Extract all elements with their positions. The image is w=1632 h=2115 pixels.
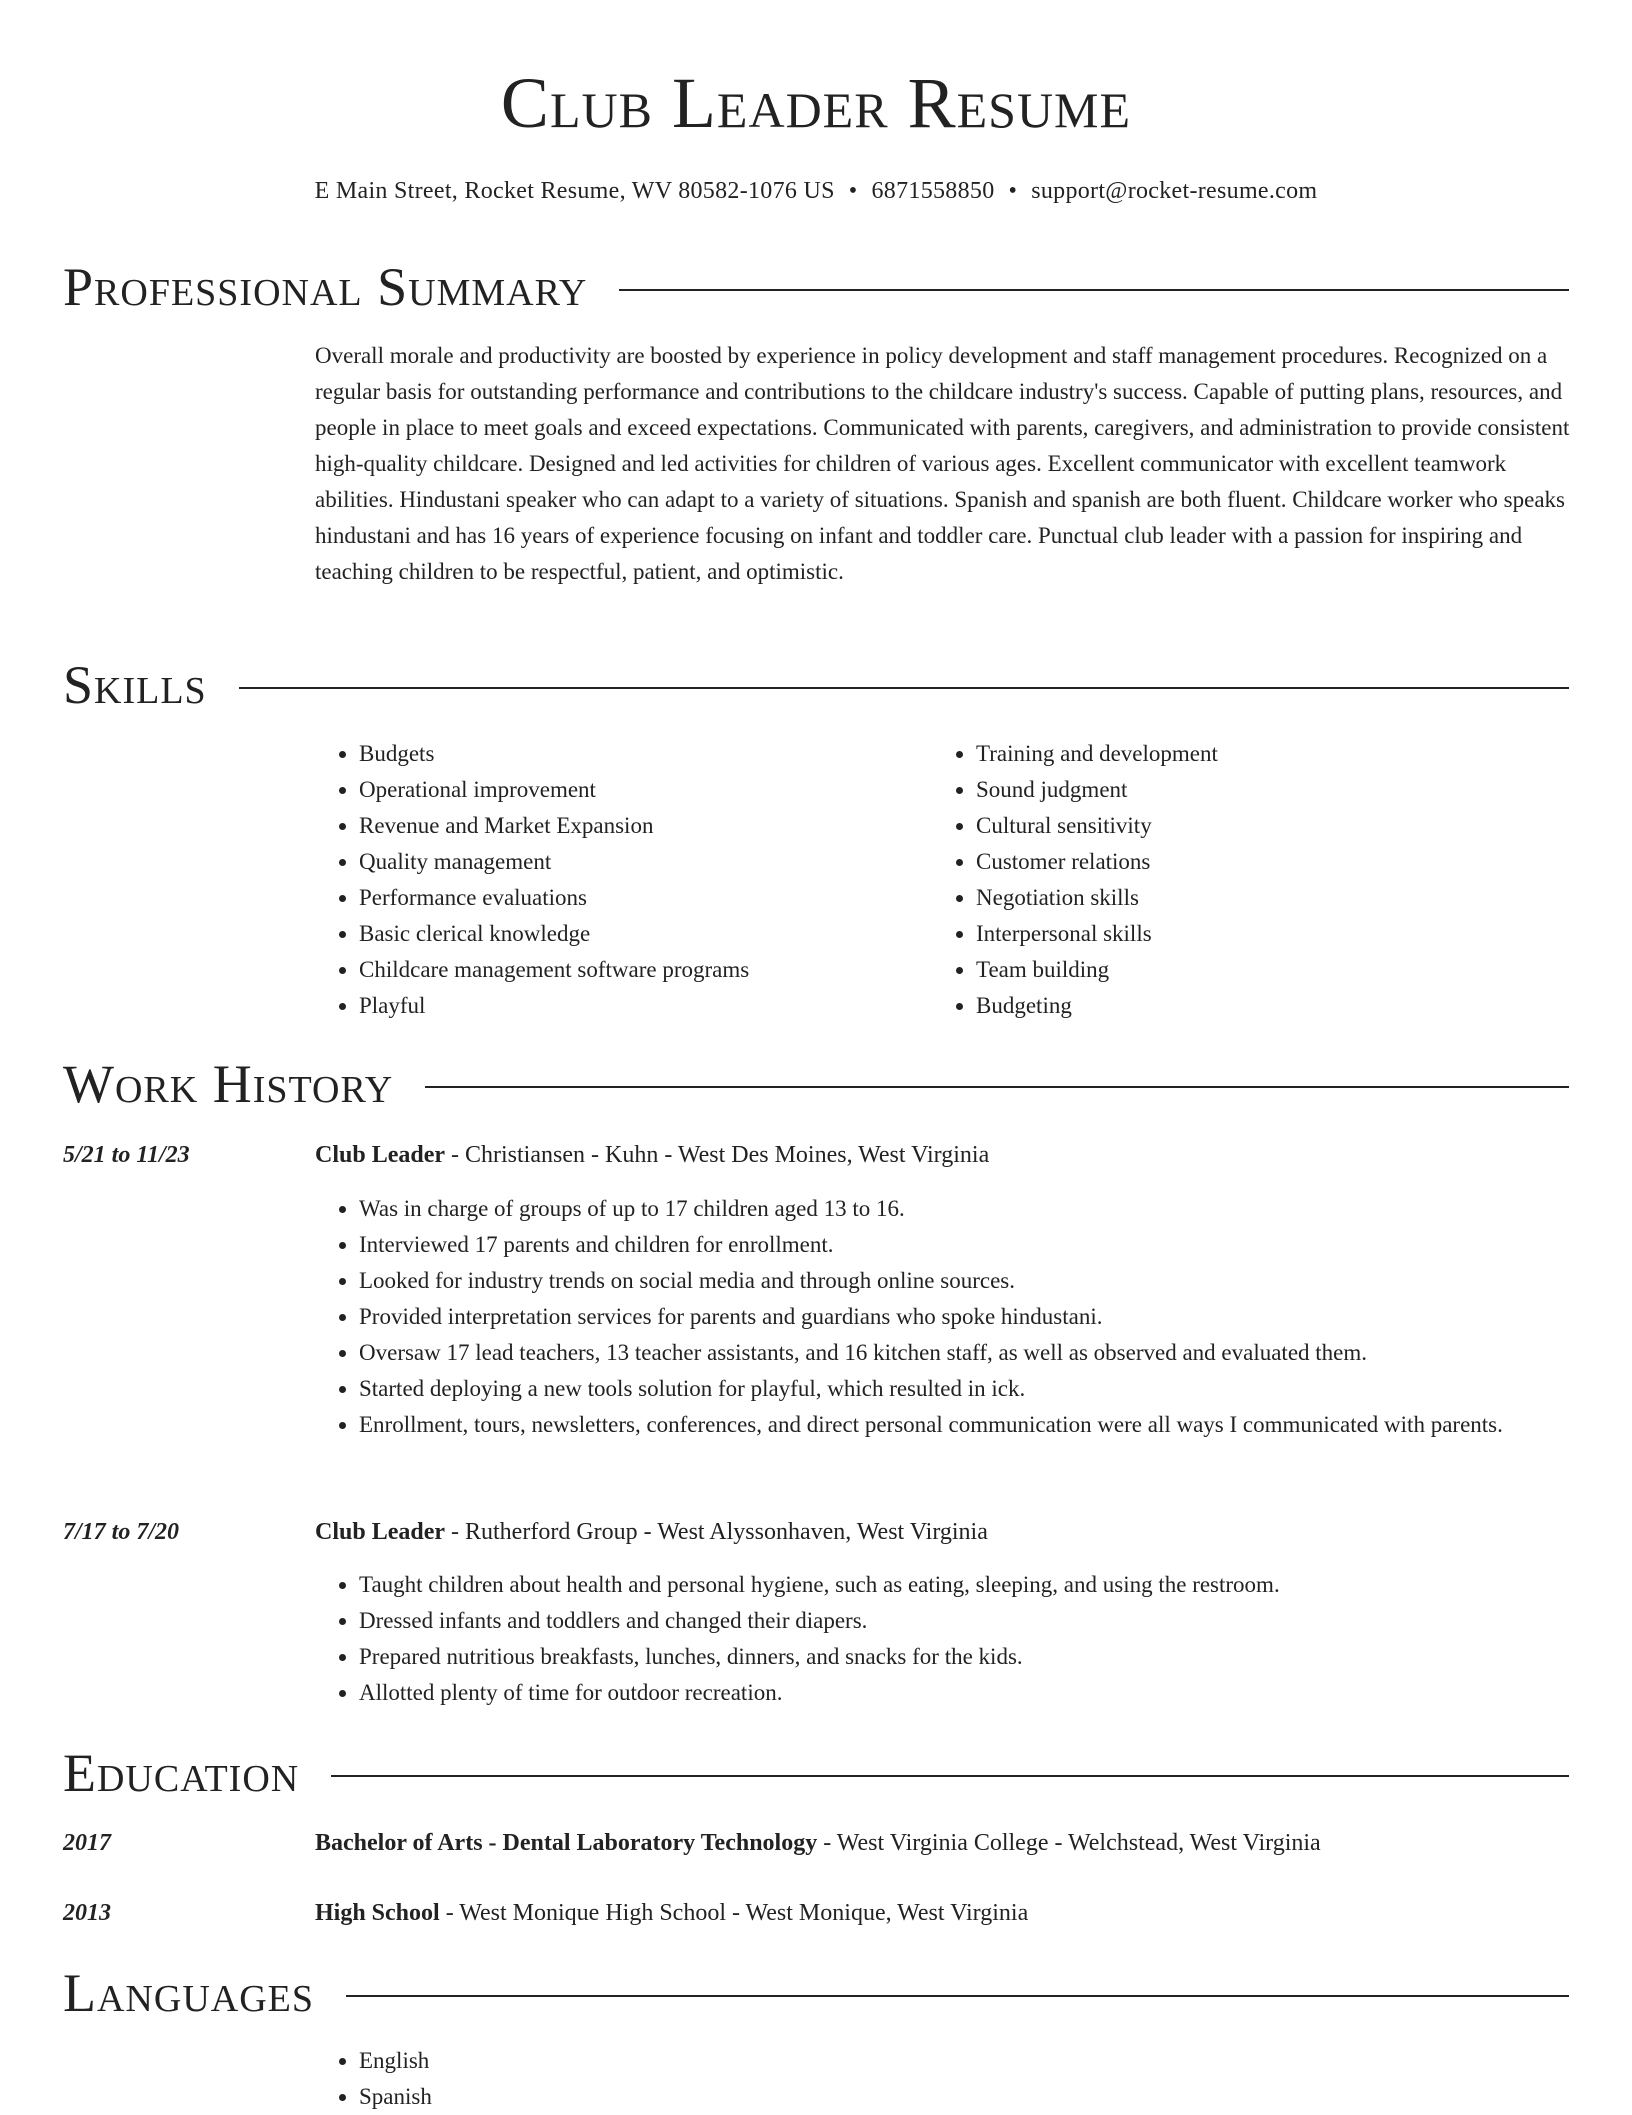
job-employer: - Rutherford Group - West Alyssonhaven, West Virginia (445, 1519, 988, 1545)
job-bullet: • Prepared nutritious breakfasts, lunches, dinners, and snacks for the kids. (359, 1639, 1570, 1675)
skill-item: • Performance evaluations (359, 880, 915, 916)
skill-item: • Revenue and Market Expansion (359, 808, 915, 844)
job-bullet: • Enrollment, tours, newsletters, conferences, and direct personal communication were all ways I communicated with parents. (359, 1407, 1570, 1443)
skill-item: • Basic clerical knowledge (359, 916, 915, 952)
job-bullet: • Looked for industry trends on social media and through online sources. (359, 1263, 1570, 1299)
section-divider (239, 687, 1569, 689)
section-professional-summary (63, 257, 1569, 317)
skill-item: • Playful (359, 988, 915, 1024)
skill-item: • Training and development (976, 736, 1562, 772)
skill-item: • Negotiation skills (976, 880, 1562, 916)
skills-column-left (315, 736, 915, 1024)
education-degree: Bachelor of Arts - Dental Laboratory Technology (315, 1830, 818, 1856)
job-title: Club Leader (315, 1142, 446, 1168)
skills-column-right (932, 736, 1562, 1024)
job-bullet: • Allotted plenty of time for outdoor recreation. (359, 1675, 1570, 1711)
skill-item: • Childcare management software programs (359, 952, 915, 988)
job-bullet: • Taught children about health and personal hygiene, such as eating, sleeping, and using the restroom. (359, 1567, 1570, 1603)
separator-dot: • (848, 178, 858, 204)
job-heading (315, 1514, 988, 1550)
section-work-history (63, 1054, 1569, 1114)
separator-dot: • (1008, 178, 1018, 204)
skill-item: • Customer relations (976, 844, 1562, 880)
job-bullet: • Oversaw 17 lead teachers, 13 teacher assistants, and 16 kitchen staff, as well as observed and evaluated them. (359, 1335, 1570, 1371)
skill-item: • Cultural sensitivity (976, 808, 1562, 844)
contact-phone: 6871558850 (871, 178, 995, 204)
resume-title: Club Leader Resume (500, 63, 1132, 143)
section-heading: Work History (63, 1054, 394, 1114)
job-bullets (315, 1567, 1570, 1711)
education-school: - West Monique High School - West Monique, West Virginia (439, 1900, 1029, 1926)
job-bullet: • Interviewed 17 parents and children for enrollment. (359, 1227, 1570, 1263)
education-entry (315, 1895, 1028, 1931)
job-bullets (315, 1191, 1570, 1443)
section-divider (425, 1086, 1569, 1088)
section-skills (63, 655, 1569, 715)
section-heading: Education (63, 1743, 300, 1803)
language-item: • English (359, 2043, 1570, 2079)
language-list (315, 2043, 1570, 2115)
job-bullet: • Started deploying a new tools solution for playful, which resulted in ick. (359, 1371, 1570, 1407)
skill-item: • Budgeting (976, 988, 1562, 1024)
job-bullet: • Was in charge of groups of up to 17 children aged 13 to 16. (359, 1191, 1570, 1227)
education-degree: High School (315, 1900, 440, 1926)
education-year: 2013 (63, 1900, 111, 1926)
job-employer: - Christiansen - Kuhn - West Des Moines, West Virginia (445, 1142, 990, 1168)
summary-text: Overall morale and productivity are boosted by experience in policy development and staff management procedures. Recognized on a regular basis for outstanding performance and contributions to the childcare industry's success. Capable of putting plans, resources, and people in place to meet goals and exceed expectations. Communicated with parents, caregivers, and administration to provide consistent high-quality childcare. Designed and led activities for children of various ages. Excellent communicator with excellent teamwork abilities. Hindustani speaker who can adapt to a variety of situations. Spanish and spanish are both fluent. Childcare worker who speaks hindustani and has 16 years of experience focusing on infant and toddler care. Punctual club leader with a passion for inspiring and teaching children to be respectful, patient, and optimistic. (315, 343, 1570, 584)
job-bullet: • Dressed infants and toddlers and changed their diapers. (359, 1603, 1570, 1639)
section-languages (63, 1963, 1569, 2023)
skill-item: • Interpersonal skills (976, 916, 1562, 952)
skill-item: • Quality management (359, 844, 915, 880)
skill-item: • Operational improvement (359, 772, 915, 808)
language-item: • Spanish (359, 2079, 1570, 2115)
skill-item: • Budgets (359, 736, 915, 772)
contact-email: support@rocket-resume.com (1031, 178, 1318, 204)
job-dates: 5/21 to 11/23 (63, 1142, 190, 1168)
section-divider (619, 289, 1569, 291)
education-entry (315, 1825, 1321, 1861)
job-bullet: • Provided interpretation services for parents and guardians who spoke hindustani. (359, 1299, 1570, 1335)
section-divider (346, 1995, 1569, 1997)
section-heading: Professional Summary (63, 257, 588, 317)
education-year: 2017 (63, 1830, 111, 1856)
section-heading: Skills (63, 655, 207, 715)
section-education (63, 1743, 1569, 1803)
skill-item: • Sound judgment (976, 772, 1562, 808)
contact-address: E Main Street, Rocket Resume, WV 80582-1076 US (314, 178, 835, 204)
job-dates: 7/17 to 7/20 (63, 1519, 180, 1545)
job-title: Club Leader (315, 1519, 446, 1545)
section-divider (331, 1775, 1569, 1777)
section-heading: Languages (63, 1963, 314, 2023)
education-school: - West Virginia College - Welchstead, West Virginia (817, 1830, 1321, 1856)
skill-item: • Team building (976, 952, 1562, 988)
contact-line (0, 174, 1632, 208)
job-heading (315, 1137, 989, 1173)
